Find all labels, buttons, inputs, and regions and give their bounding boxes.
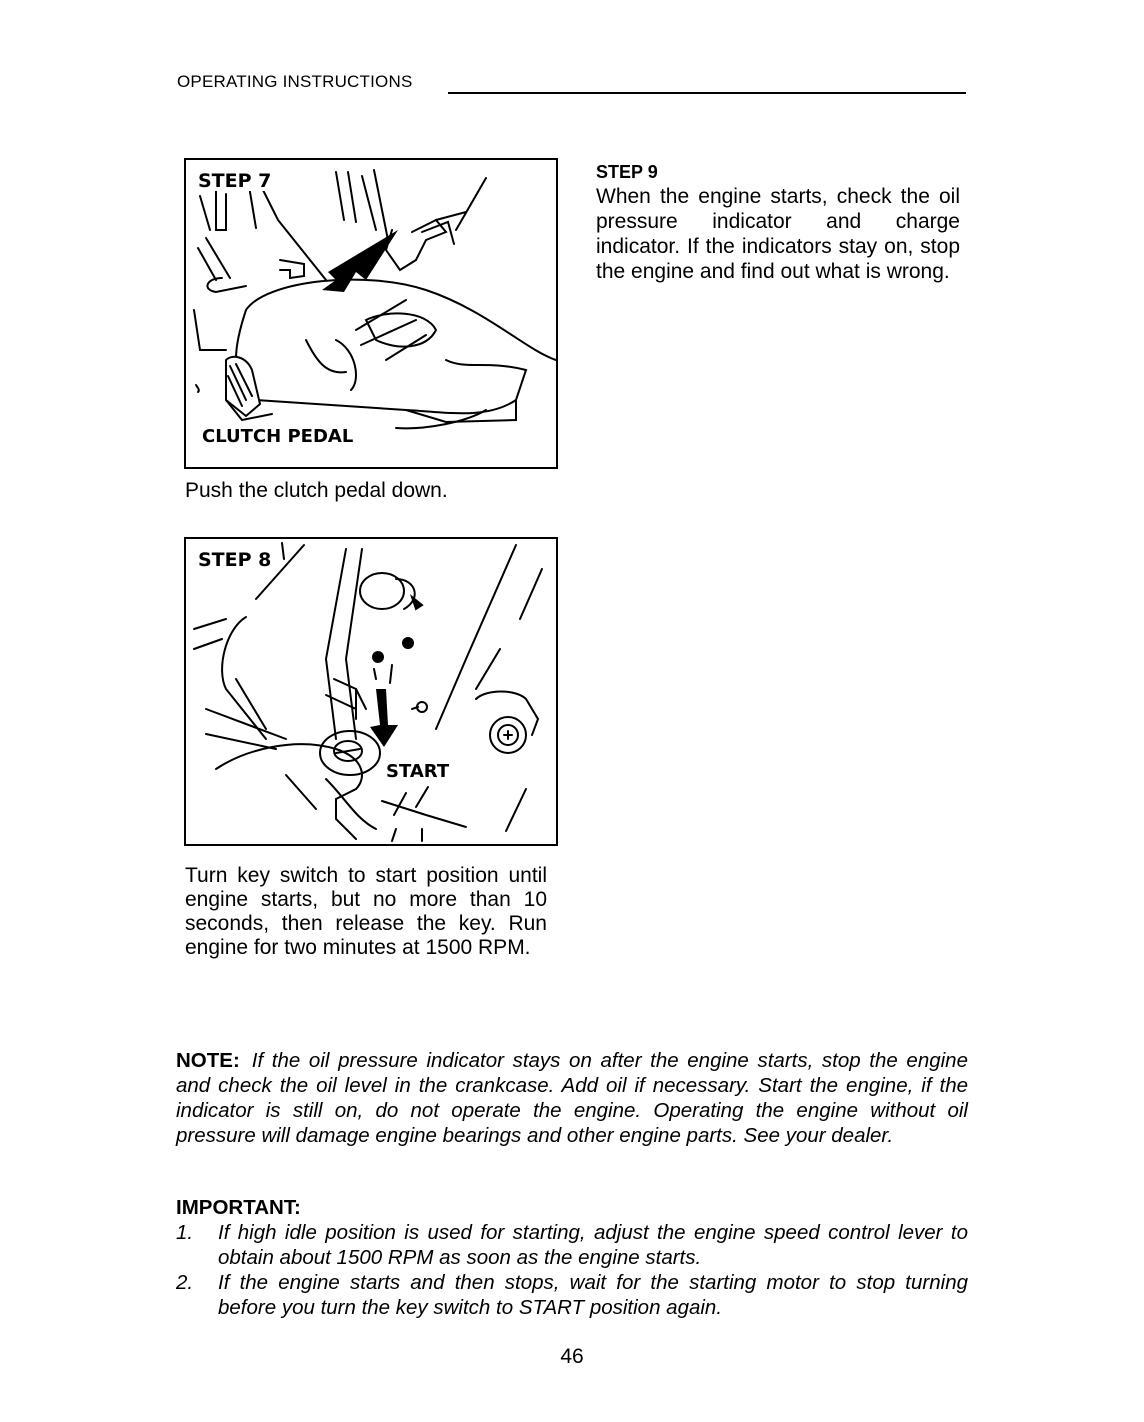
list-item (176, 1220, 968, 1270)
step8-label: STEP 8 (198, 549, 272, 571)
header-rule (448, 92, 966, 94)
page-header: OPERATING INSTRUCTIONS (177, 72, 413, 91)
note-label: NOTE: (176, 1049, 240, 1072)
start-callout: START (386, 761, 450, 782)
key-switch-illustration (186, 539, 556, 844)
list-item-number: 1. (176, 1221, 194, 1244)
clutch-pedal-callout: CLUTCH PEDAL (202, 426, 354, 447)
note-paragraph (176, 1048, 968, 1148)
important-list (176, 1220, 968, 1320)
step7-figure (184, 158, 558, 469)
step9-title: STEP 9 (596, 162, 658, 182)
list-item (176, 1270, 968, 1320)
step8-figure (184, 537, 558, 846)
note-text: If the oil pressure indicator stays on after the engine starts, stop the engine and check the oil level in the crankcase. Add oil if necessary. Start the engine, if the indicator is still on, do not operate the engine. Operating the engine without oil pressure will damage engine bearings and other engine parts. See your dealer. (176, 1049, 968, 1147)
page-number: 46 (560, 1345, 584, 1368)
step9-body: When the engine starts, check the oil pressure indicator and charge indicator. If the indicators stay on, stop the engine and find out what is wrong. (596, 185, 960, 283)
step7-caption: Push the clutch pedal down. (185, 479, 448, 502)
list-item-number: 2. (176, 1271, 194, 1294)
step7-label: STEP 7 (198, 170, 272, 192)
list-item-text: If the engine starts and then stops, wait for the starting motor to stop turning before you turn the key switch to START position again. (218, 1271, 968, 1319)
list-item-text: If high idle position is used for starting, adjust the engine speed control lever to obtain about 1500 RPM as soon as the engine starts. (218, 1221, 968, 1269)
important-title: IMPORTANT: (176, 1196, 301, 1219)
clutch-pedal-illustration (186, 160, 556, 467)
step8-caption: Turn key switch to start position until engine starts, but no more than 10 seconds, then release the key. Run engine for two minutes at 1500 RPM. (185, 864, 547, 959)
